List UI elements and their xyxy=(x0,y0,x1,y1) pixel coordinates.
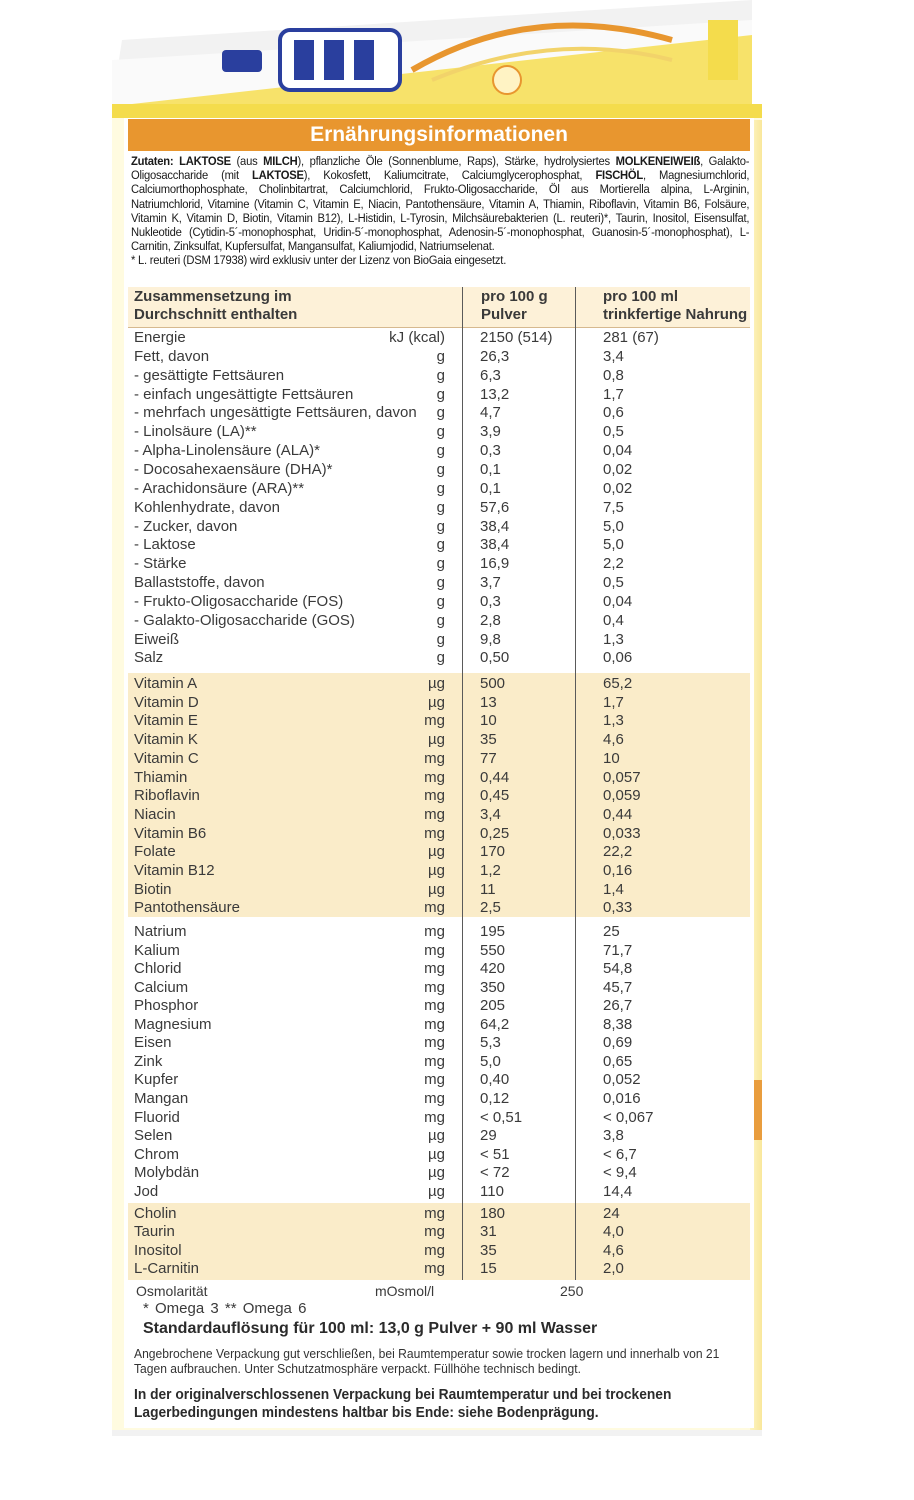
value-per-100ml: 0,02 xyxy=(603,460,633,478)
value-per-100ml: 71,7 xyxy=(603,941,633,959)
shelf-life-note: In der originalverschlossenen Verpackung bei Raumtemperatur und bei trockenen Lagerbedingungen mindestens haltbar bis Ende: siehe Bodenprägung. xyxy=(134,1387,672,1421)
value-per-100ml: 26,7 xyxy=(603,997,633,1015)
nutrient-unit: mg xyxy=(424,805,445,823)
nutrient-unit: µg xyxy=(428,862,445,879)
nutrient-unit: mg xyxy=(424,941,445,959)
value-per-100ml: < 9,4 xyxy=(603,1164,637,1182)
value-per-100ml: 24 xyxy=(603,1205,620,1222)
nutrient-unit: g xyxy=(436,442,445,460)
value-per-100g: 38,4 xyxy=(480,517,510,535)
nutrient-name: Vitamin C xyxy=(134,749,199,767)
nutrient-unit: µg xyxy=(428,675,445,692)
value-per-100ml: 0,016 xyxy=(603,1089,641,1107)
nutrient-name: Vitamin D xyxy=(134,693,199,711)
nutrient-unit: µg xyxy=(428,843,445,861)
nutrient-name: Eiweiß xyxy=(134,630,180,648)
value-per-100g: 0,12 xyxy=(480,1089,510,1107)
value-per-100g: 3,7 xyxy=(480,574,501,592)
nutrient-unit: g xyxy=(436,517,445,535)
nutrient-unit: g xyxy=(436,611,445,629)
value-per-100ml: 65,2 xyxy=(603,675,633,692)
value-per-100ml: 0,057 xyxy=(603,768,641,786)
nutrient-name: - Alpha-Linolensäure (ALA)* xyxy=(134,442,320,460)
value-per-100g: 64,2 xyxy=(480,1015,510,1033)
nutrient-name: - mehrfach ungesättigte Fettsäuren, davon xyxy=(134,404,417,422)
allergen-molke: MOLKENEIWEIß xyxy=(615,154,701,168)
nutrient-name: - Linolsäure (LA)** xyxy=(134,423,257,441)
value-per-100ml: 7,5 xyxy=(603,498,624,516)
nutrient-unit: mg xyxy=(424,960,445,978)
value-per-100ml: 22,2 xyxy=(603,843,633,861)
nutrient-name: Kalium xyxy=(134,941,180,959)
value-per-100g: 350 xyxy=(480,978,506,996)
nutrient-unit: mg xyxy=(424,787,445,805)
value-per-100ml: 281 (67) xyxy=(603,329,659,346)
nutrient-unit: g xyxy=(436,347,445,365)
value-per-100g: 2,5 xyxy=(480,899,501,917)
value-per-100g: 10 xyxy=(480,712,497,730)
value-per-100ml: 0,6 xyxy=(603,404,624,422)
value-per-100g: 11 xyxy=(480,880,496,898)
value-per-100ml: 0,033 xyxy=(603,824,641,842)
value-per-100g: 31 xyxy=(480,1223,497,1241)
nutrient-name: Vitamin A xyxy=(134,675,198,692)
nutrient-unit: mg xyxy=(424,749,445,767)
value-per-100g: 35 xyxy=(480,1241,497,1259)
value-per-100ml: 0,8 xyxy=(603,366,624,384)
value-per-100g: 0,40 xyxy=(480,1071,510,1089)
value-per-100ml: 54,8 xyxy=(603,960,633,978)
value-per-100ml: 1,3 xyxy=(603,712,624,730)
value-per-100ml: 3,4 xyxy=(603,347,624,365)
value-per-100g: 0,3 xyxy=(480,592,501,610)
value-per-100g: 5,0 xyxy=(480,1052,501,1070)
storage-notes: Angebrochene Verpackung gut verschließen, bei Raumtemperatur sowie trocken lagern und innerhalb von 21 Tagen aufbrauchen. Unter Schutzatmosphäre verpackt. Füllhöhe technisch bedingt. xyxy=(134,1346,720,1376)
nutrient-unit: mg xyxy=(424,923,445,940)
value-per-100g: 195 xyxy=(480,923,506,940)
value-per-100g: 2,8 xyxy=(480,611,501,629)
nutrient-name: - einfach ungesättigte Fettsäuren xyxy=(134,385,354,403)
nutrient-unit: g xyxy=(436,649,445,667)
nutrient-unit: mg xyxy=(424,1223,445,1241)
nutrient-name: L-Carnitin xyxy=(134,1260,200,1278)
nutrient-name: Riboflavin xyxy=(134,787,200,805)
header-composition: Zusammensetzung im Durchschnitt enthalten xyxy=(134,288,298,323)
value-per-100ml: 1,7 xyxy=(603,693,624,711)
nutrient-name: Vitamin B12 xyxy=(134,862,215,879)
nutrient-name: - Laktose xyxy=(134,536,196,554)
ingredients-part: (aus xyxy=(230,154,264,168)
nutrient-unit: mg xyxy=(424,768,445,786)
nutrient-unit: kJ (kcal) xyxy=(389,329,445,346)
ingredients-part: ), Kokosfett, Kaliumcitrate, Calciumglycerophosphat, xyxy=(303,168,596,183)
value-per-100g: 15 xyxy=(480,1260,497,1278)
value-per-100ml: 2,2 xyxy=(603,555,624,573)
header-per-100ml: pro 100 ml trinkfertige Nahrung xyxy=(603,288,748,323)
nutrient-name: Calcium xyxy=(134,978,189,996)
nutrient-unit: µg xyxy=(428,1145,445,1163)
value-per-100ml: 0,5 xyxy=(603,423,624,441)
value-per-100g: 110 xyxy=(480,1182,504,1200)
nutrient-name: Chrom xyxy=(134,1145,180,1163)
nutrient-name: Zink xyxy=(134,1052,163,1070)
nutrient-name: Vitamin B6 xyxy=(134,824,207,842)
nutrient-unit: mg xyxy=(424,1071,445,1089)
value-per-100g: 38,4 xyxy=(480,536,510,554)
value-per-100g: 5,3 xyxy=(480,1034,501,1052)
value-per-100g: 500 xyxy=(480,675,506,692)
nutrient-unit: g xyxy=(436,498,445,516)
nutrient-unit: mg xyxy=(424,824,445,842)
ingredients-part: ), pflanzliche Öle (Sonnenblume, Raps), Stärke, hydrolysiertes xyxy=(297,154,616,168)
nutrient-unit: g xyxy=(436,479,445,497)
nutrient-name: Selen xyxy=(134,1127,173,1145)
value-per-100g: 3,4 xyxy=(480,805,501,823)
allergen-milch: MILCH xyxy=(263,154,298,168)
value-per-100g: 9,8 xyxy=(480,630,501,648)
value-per-100g: 550 xyxy=(480,941,506,959)
nutrient-name: - Stärke xyxy=(134,555,187,573)
nutrient-name: Magnesium xyxy=(134,1015,212,1033)
nutrient-name: Cholin xyxy=(134,1205,177,1222)
nutrient-unit: mg xyxy=(424,1241,445,1259)
nutrient-name: Thiamin xyxy=(134,768,188,786)
nutrient-name: Vitamin K xyxy=(134,731,198,749)
nutrient-name: Energie xyxy=(134,329,186,346)
nutrient-unit: g xyxy=(436,385,445,403)
value-per-100g: 13 xyxy=(480,693,497,711)
value-per-100g: < 51 xyxy=(480,1145,510,1163)
nutrient-name: - Zucker, davon xyxy=(134,517,238,535)
nutrient-unit: mg xyxy=(424,1015,445,1033)
allergen-laktose: LAKTOSE xyxy=(251,168,304,183)
value-per-100g: 180 xyxy=(480,1205,506,1222)
nutrient-unit: mg xyxy=(424,1089,445,1107)
value-per-100g: 29 xyxy=(480,1127,497,1145)
value-per-100ml: 0,04 xyxy=(603,442,633,460)
nutrient-unit: mg xyxy=(424,712,445,730)
value-per-100g: 13,2 xyxy=(480,385,510,403)
nutrient-name: Vitamin E xyxy=(134,712,198,730)
nutrient-name: Kupfer xyxy=(134,1071,179,1089)
column-divider xyxy=(575,287,576,1280)
nutrient-name: Fluorid xyxy=(134,1108,180,1126)
nutrient-name: - Docosahexaensäure (DHA)* xyxy=(134,460,333,478)
value-per-100ml: 0,65 xyxy=(603,1052,633,1070)
value-per-100ml: 0,02 xyxy=(603,479,633,497)
nutrient-name: - Frukto-Oligosaccharide (FOS) xyxy=(134,592,344,610)
nutrient-name: - Galakto-Oligosaccharide (GOS) xyxy=(134,611,355,629)
nutrient-name: Taurin xyxy=(134,1223,175,1241)
nutrient-name: Jod xyxy=(134,1182,159,1200)
value-per-100ml: 2,0 xyxy=(603,1260,624,1278)
ingredients-text xyxy=(131,154,749,268)
nutrient-unit: mg xyxy=(424,997,445,1015)
nutrient-name: Phosphor xyxy=(134,997,199,1015)
value-per-100ml: 14,4 xyxy=(603,1182,633,1200)
value-per-100g: 0,50 xyxy=(480,649,510,667)
value-per-100ml: 1,3 xyxy=(603,630,624,648)
value-per-100g: 4,7 xyxy=(480,404,501,422)
value-per-100ml: 0,06 xyxy=(603,649,633,667)
header-per-100g: pro 100 g Pulver xyxy=(481,288,548,323)
value-per-100g: 35 xyxy=(480,731,497,749)
nutrient-unit: g xyxy=(436,404,445,422)
nutrient-name: Natrium xyxy=(134,923,187,940)
panel-title: Ernährungsinformationen xyxy=(128,119,750,151)
value-per-100g: 1,2 xyxy=(480,862,501,879)
value-per-100g: 0,25 xyxy=(480,824,510,842)
value-per-100ml: 1,4 xyxy=(603,880,624,898)
nutrient-unit: µg xyxy=(428,731,445,749)
value-per-100ml: 25 xyxy=(603,923,620,940)
value-per-100g: 57,6 xyxy=(480,498,510,516)
value-per-100ml: < 6,7 xyxy=(603,1145,637,1163)
value-per-100g: < 72 xyxy=(480,1164,510,1182)
nutrient-name: Fett, davon xyxy=(134,347,210,365)
nutrient-unit: g xyxy=(436,366,445,384)
value-per-100g: 6,3 xyxy=(480,366,501,384)
value-per-100ml: 0,5 xyxy=(603,574,624,592)
value-per-100ml: 0,16 xyxy=(603,862,633,879)
nutrient-unit: mg xyxy=(424,1108,445,1126)
nutrient-unit: µg xyxy=(428,1182,445,1200)
value-per-100g: < 0,51 xyxy=(480,1108,523,1126)
value-per-100ml: 5,0 xyxy=(603,536,624,554)
ingredients-part: , Magnesiumchlorid, Calciumorthophosphate, Cholinbitartrat, Calciumchlorid, Frukto-Oligosaccharide, Öl aus Mortierella alpina, L-Arginin, Natriumchlorid, Vitamine (Vitamin C, Vitamin E, Niacin, Pantothensäure, Vitamin A, Thiamin, Riboflavin, Vitamin B6, Folsäure, Vitamin K, Vitamin D, Biotin, Vitamin B12), L-Histidin, L-Tyrosin, Milchsäurebakterien (L. reuteri)*, Taurin, Inositol, Eisensulfat, Nukleotide (Cytidin-5´-monophosphat, Uridin-5´-monophosphat, Adenosin-5´-monophosphat, Guanosin-5´-monophosphat), L-Carnitin, Zinksulfat, Kupfersulfat, Mangansulfat, Kaliumjodid, Natriumselenat. xyxy=(131,168,750,254)
nutrient-unit: g xyxy=(436,630,445,648)
reuteri-footnote: * L. reuteri (DSM 17938) wird exklusiv unter der Lizenz von BioGaia eingesetzt. xyxy=(131,253,507,268)
nutrient-unit: mg xyxy=(424,1034,445,1052)
value-per-100ml: 1,7 xyxy=(603,385,624,403)
box-top-logo xyxy=(112,0,762,118)
nutrient-unit: µg xyxy=(428,1164,445,1182)
value-per-100ml: 0,04 xyxy=(603,592,633,610)
nutrient-unit: g xyxy=(436,555,445,573)
value-per-100ml: 4,6 xyxy=(603,731,624,749)
nutrient-unit: mg xyxy=(424,1052,445,1070)
value-per-100ml: 0,44 xyxy=(603,805,633,823)
ingredients-part: , Galakto-Oligosaccharide (mit xyxy=(131,154,750,183)
nutrient-unit: g xyxy=(436,592,445,610)
value-per-100ml: 4,6 xyxy=(603,1241,624,1259)
value-per-100ml: 0,059 xyxy=(603,787,641,805)
value-per-100g: 3,9 xyxy=(480,423,501,441)
value-per-100ml: 45,7 xyxy=(603,978,633,996)
value-per-100g: 77 xyxy=(480,749,497,767)
nutrient-unit: µg xyxy=(428,1127,445,1145)
value-per-100ml: 5,0 xyxy=(603,517,624,535)
value-per-100ml: 8,38 xyxy=(603,1015,633,1033)
nutrient-unit: mg xyxy=(424,1260,445,1278)
omega-footnote: * Omega 3 ** Omega 6 xyxy=(143,1300,307,1317)
nutrient-unit: mg xyxy=(424,978,445,996)
nutrient-name: Inositol xyxy=(134,1241,182,1259)
nutrient-name: Eisen xyxy=(134,1034,172,1052)
ingredients-label: Zutaten: LAKTOSE xyxy=(131,154,231,168)
value-per-100g: 0,1 xyxy=(480,479,501,497)
osmolarity-value: 250 xyxy=(560,1283,584,1299)
nutrient-name: Biotin xyxy=(134,880,172,898)
value-per-100g: 0,1 xyxy=(480,460,501,478)
nutrient-unit: g xyxy=(436,423,445,441)
value-per-100g: 2150 (514) xyxy=(480,329,553,346)
osmolarity-label: Osmolarität xyxy=(136,1283,208,1299)
nutrient-unit: µg xyxy=(428,693,445,711)
nutrient-unit: mg xyxy=(424,899,445,917)
osmolarity-unit: mOsmol/l xyxy=(375,1283,435,1299)
value-per-100ml: 10 xyxy=(603,749,620,767)
nutrient-name: Niacin xyxy=(134,805,176,823)
nutrient-unit: g xyxy=(436,460,445,478)
column-divider xyxy=(462,287,463,1280)
value-per-100ml: < 0,067 xyxy=(603,1108,654,1126)
value-per-100g: 16,9 xyxy=(480,555,510,573)
nutrient-unit: mg xyxy=(424,1205,445,1222)
nutrient-unit: µg xyxy=(428,880,445,898)
value-per-100g: 420 xyxy=(480,960,506,978)
value-per-100ml: 0,69 xyxy=(603,1034,633,1052)
value-per-100g: 205 xyxy=(480,997,506,1015)
value-per-100ml: 4,0 xyxy=(603,1223,624,1241)
nutrient-unit: g xyxy=(436,536,445,554)
value-per-100ml: 0,33 xyxy=(603,899,633,917)
value-per-100g: 26,3 xyxy=(480,347,510,365)
nutrient-name: Salz xyxy=(134,649,164,667)
nutrient-unit: g xyxy=(436,574,445,592)
nutrient-name: Pantothensäure xyxy=(134,899,240,917)
nutrient-name: Ballaststoffe, davon xyxy=(134,574,265,592)
value-per-100ml: 0,4 xyxy=(603,611,624,629)
nutrient-name: - Arachidonsäure (ARA)** xyxy=(134,479,305,497)
value-per-100g: 0,3 xyxy=(480,442,501,460)
value-per-100g: 0,45 xyxy=(480,787,510,805)
value-per-100ml: 0,052 xyxy=(603,1071,641,1089)
nutrient-name: Molybdän xyxy=(134,1164,200,1182)
nutrient-name: Folate xyxy=(134,843,176,861)
allergen-fischoel: FISCHÖL xyxy=(595,168,644,183)
nutrient-name: Kohlenhydrate, davon xyxy=(134,498,280,516)
value-per-100g: 170 xyxy=(480,843,506,861)
value-per-100ml: 3,8 xyxy=(603,1127,624,1145)
nutrient-name: Chlorid xyxy=(134,960,182,978)
box-bottom xyxy=(112,1430,762,1436)
value-per-100g: 0,44 xyxy=(480,768,510,786)
box-top-edge xyxy=(112,104,762,118)
nutrient-name: - gesättigte Fettsäuren xyxy=(134,366,285,384)
nutrient-name: Mangan xyxy=(134,1089,189,1107)
standard-dilution: Standardauflösung für 100 ml: 13,0 g Pulver + 90 ml Wasser xyxy=(143,1320,598,1337)
